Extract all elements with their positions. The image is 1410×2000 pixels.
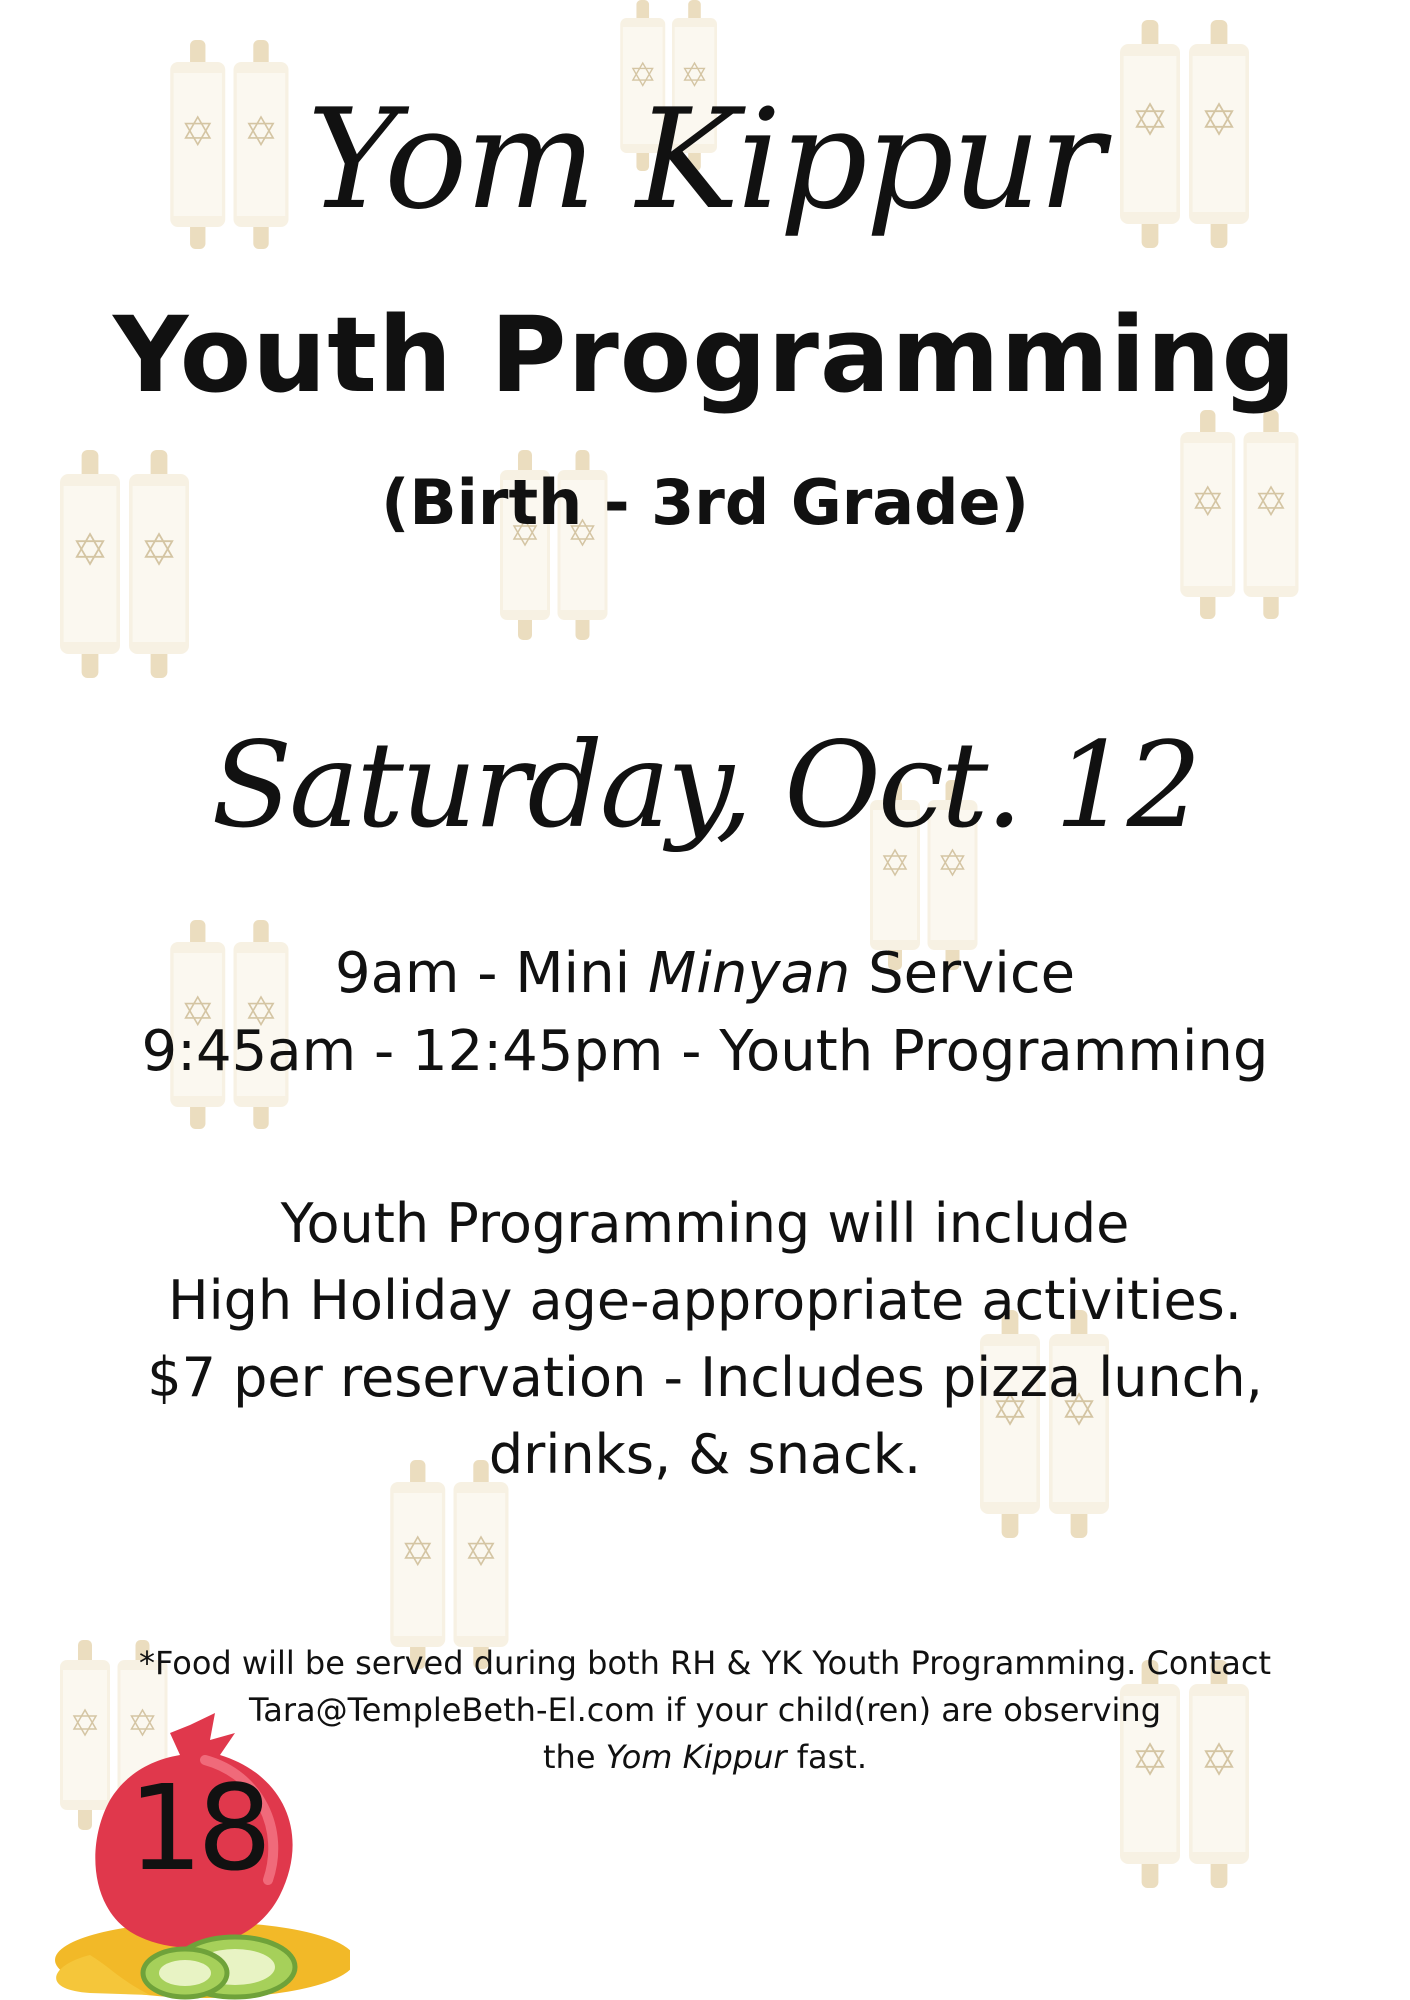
details-line: $7 per reservation - Includes pizza lunch, [147,1346,1263,1409]
schedule-line-service [0,935,1410,1013]
schedule-minyan: Minyan [647,941,851,1006]
details-line: drinks, & snack. [488,1423,922,1486]
schedule-line-programming: 9:45am - 12:45pm - Youth Programming [141,1019,1269,1084]
main-title: Youth Programming [113,294,1297,416]
footnote-line [0,1734,1410,1781]
grade-range: (Birth - 3rd Grade) [381,466,1029,539]
details-line: High Holiday age-appropriate activities. [168,1269,1242,1332]
details-line: Youth Programming will include [280,1192,1130,1255]
script-title: Yom Kippur [307,79,1103,240]
footnote-the: the [542,1738,606,1776]
event-date: Saturday, Oct. 12 [211,716,1199,854]
schedule-service-time: 9am - Mini [334,941,648,1006]
food-footnote [0,1640,1410,1781]
footnote-line: *Food will be served during both RH & YK Youth Programming. Contact [139,1644,1271,1682]
footnote-line: Tara@TempleBeth-El.com if your child(ren) are observing [248,1691,1162,1729]
schedule-service-label: Service [850,941,1076,1006]
program-details [0,1185,1410,1493]
schedule [0,935,1410,1091]
footnote-fast: fast. [786,1738,867,1776]
badge-number: 18 [128,1759,267,1897]
footnote-yom-kippur: Yom Kippur [605,1738,787,1776]
